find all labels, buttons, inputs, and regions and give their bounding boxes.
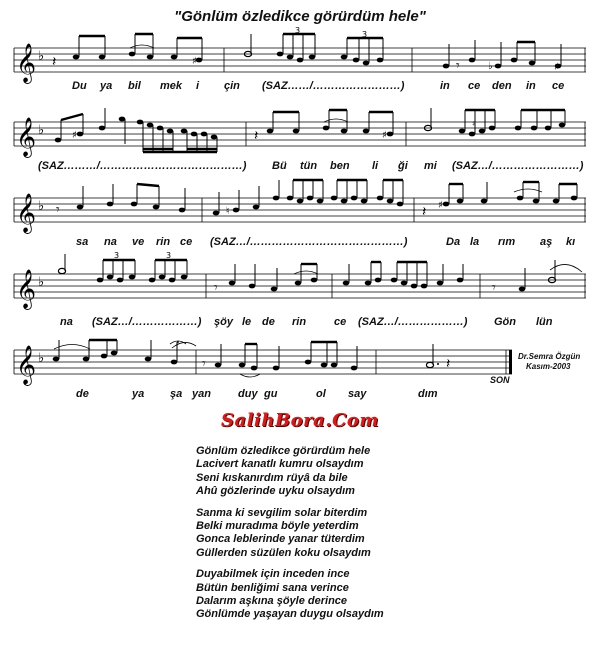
lyric-syllable: rin bbox=[156, 236, 171, 248]
svg-text:𝄞: 𝄞 bbox=[16, 43, 37, 83]
song-title: "Gönlüm özledikce görürdüm hele" bbox=[174, 8, 426, 25]
lyric-syllable: mek bbox=[160, 80, 183, 92]
poem-line: Bütün benliğimi sana verince bbox=[196, 581, 349, 594]
lyric-syllable: ce bbox=[552, 80, 565, 92]
poem-line: Lacivert kanatlı kumru olsaydım bbox=[196, 458, 364, 471]
lyric-syllable: in bbox=[526, 80, 536, 92]
music-staff bbox=[14, 180, 586, 240]
poem-line: Belki muradıma böyle yeterdim bbox=[196, 520, 359, 533]
svg-text:𝄞: 𝄞 bbox=[16, 269, 37, 309]
lyric-saz-instruction: (SAZ……/……………………) bbox=[262, 80, 405, 92]
lyric-syllable: rin bbox=[292, 316, 307, 328]
poem-line: Gonca leblerinde yanar tüterdim bbox=[196, 533, 365, 546]
composition-date: Kasım-2003 bbox=[526, 362, 571, 371]
lyric-syllable: bil bbox=[128, 80, 141, 92]
svg-text:3: 3 bbox=[362, 30, 368, 39]
svg-text:♮: ♮ bbox=[226, 206, 230, 217]
poem-line: Sanma ki sevgilim solar biterdim bbox=[196, 506, 368, 519]
lyric-syllable: de bbox=[262, 316, 275, 328]
lyric-syllable: li bbox=[372, 160, 379, 172]
poem-stanza-1 bbox=[196, 445, 576, 499]
lyric-syllable: şa bbox=[170, 388, 183, 400]
lyric-syllable: den bbox=[492, 80, 512, 92]
svg-text:3: 3 bbox=[114, 251, 120, 260]
lyric-syllable: ya bbox=[100, 80, 113, 92]
svg-text:♯: ♯ bbox=[438, 200, 443, 211]
lyric-syllable: ce bbox=[334, 316, 347, 328]
lyric-syllable: ce bbox=[180, 236, 193, 248]
lyrics-line-5 bbox=[0, 388, 600, 404]
svg-text:𝄽: 𝄽 bbox=[422, 204, 427, 220]
svg-text:♭: ♭ bbox=[38, 49, 45, 64]
lyric-syllable: duy bbox=[238, 388, 258, 400]
svg-text:3: 3 bbox=[166, 251, 172, 260]
poem-line: Güllerden süzülen koku olsaydım bbox=[196, 546, 371, 559]
poem-line: Dalarım aşkına şöyle derince bbox=[196, 595, 348, 608]
lyric-syllable: Du bbox=[72, 80, 87, 92]
lyrics-line-2 bbox=[0, 160, 600, 176]
lyric-syllable: ve bbox=[132, 236, 145, 248]
poem-stanza-2 bbox=[196, 507, 576, 561]
end-mark: SON bbox=[490, 375, 510, 385]
lyric-syllable: rım bbox=[498, 236, 516, 248]
lyrics-line-3 bbox=[0, 236, 600, 252]
svg-text:𝄾: 𝄾 bbox=[56, 202, 60, 218]
svg-text:𝄾: 𝄾 bbox=[456, 58, 460, 74]
music-staff bbox=[14, 332, 514, 392]
lyric-syllable: aş bbox=[540, 236, 553, 248]
svg-text:♭: ♭ bbox=[38, 123, 45, 138]
svg-text:♯: ♯ bbox=[192, 56, 197, 67]
lyric-syllable: in bbox=[440, 80, 450, 92]
svg-text:♭: ♭ bbox=[38, 275, 45, 290]
lyric-syllable: ği bbox=[398, 160, 408, 172]
lyric-syllable: say bbox=[348, 388, 367, 400]
svg-text:♯: ♯ bbox=[472, 119, 476, 128]
lyric-saz-instruction: (SAZ…/………………) bbox=[358, 316, 468, 328]
poem-line: Ahû gözlerinde uyku olsaydım bbox=[196, 485, 355, 498]
lyric-saz-instruction: (SAZ…/………………) bbox=[92, 316, 202, 328]
lyric-syllable: le bbox=[242, 316, 252, 328]
svg-text:3: 3 bbox=[295, 26, 301, 35]
svg-text:𝄽: 𝄽 bbox=[254, 128, 259, 144]
lyric-syllable: dım bbox=[418, 388, 438, 400]
svg-text:♭: ♭ bbox=[38, 351, 45, 366]
poem-line: Seni kıskanırdım rüyâ da bile bbox=[196, 471, 348, 484]
poem-text bbox=[196, 445, 576, 630]
music-staff bbox=[14, 104, 586, 164]
svg-text:♯: ♯ bbox=[554, 62, 559, 73]
svg-text:𝄞: 𝄞 bbox=[16, 117, 37, 157]
lyric-syllable: lün bbox=[536, 316, 553, 328]
svg-text:♭: ♭ bbox=[38, 199, 45, 214]
poem-line: Gönlüm özledikce görürdüm hele bbox=[196, 445, 371, 457]
poem-line: Duyabilmek için inceden ince bbox=[196, 568, 350, 581]
composer-signature bbox=[518, 352, 598, 372]
lyric-syllable: ben bbox=[330, 160, 350, 172]
lyric-syllable: kı bbox=[566, 236, 576, 248]
svg-text:♯: ♯ bbox=[382, 130, 387, 141]
lyric-syllable: de bbox=[76, 388, 89, 400]
lyric-syllable: Bü bbox=[272, 160, 287, 172]
svg-text:𝄾: 𝄾 bbox=[492, 280, 496, 296]
lyrics-line-1 bbox=[0, 80, 600, 96]
lyric-syllable: Da bbox=[446, 236, 461, 248]
lyric-syllable: mi bbox=[424, 160, 437, 172]
lyrics-line-4 bbox=[0, 316, 600, 332]
svg-text:𝄾: 𝄾 bbox=[214, 280, 218, 296]
svg-text:𝄞: 𝄞 bbox=[16, 193, 37, 233]
lyric-syllable: na bbox=[60, 316, 73, 328]
composer-name: Dr.Semra Özgün bbox=[518, 352, 581, 361]
lyric-syllable: gu bbox=[264, 388, 278, 400]
svg-text:𝄞: 𝄞 bbox=[16, 345, 37, 385]
music-staff bbox=[14, 251, 586, 316]
lyric-syllable: i bbox=[196, 80, 200, 92]
lyric-syllable: sa bbox=[76, 236, 89, 248]
lyric-saz-instruction: (SAZ………/…………………………………) bbox=[38, 160, 247, 172]
site-logo: SalihBora.Com bbox=[221, 410, 379, 431]
lyric-syllable: tün bbox=[300, 160, 318, 172]
svg-text:𝄽: 𝄽 bbox=[446, 356, 451, 372]
svg-text:♭: ♭ bbox=[488, 61, 493, 72]
svg-text:𝄽: 𝄽 bbox=[52, 54, 57, 70]
lyric-syllable: şöy bbox=[214, 316, 233, 328]
lyric-syllable: na bbox=[104, 236, 117, 248]
lyric-syllable: ya bbox=[132, 388, 145, 400]
svg-text:♯: ♯ bbox=[72, 130, 77, 141]
lyric-syllable: yan bbox=[192, 388, 211, 400]
lyric-syllable: Gön bbox=[494, 316, 516, 328]
lyric-saz-instruction: (SAZ…/……………………) bbox=[452, 160, 584, 172]
svg-text:𝄾: 𝄾 bbox=[202, 356, 206, 372]
lyric-syllable: çin bbox=[224, 80, 240, 92]
lyric-syllable: ol bbox=[316, 388, 326, 400]
poem-line: Gönlümde yaşayan duygu olsaydım bbox=[196, 608, 384, 621]
lyric-saz-instruction: (SAZ…/……………………………………) bbox=[210, 236, 408, 248]
poem-stanza-3 bbox=[196, 568, 576, 622]
lyric-syllable: la bbox=[470, 236, 480, 248]
lyric-syllable: ce bbox=[468, 80, 481, 92]
